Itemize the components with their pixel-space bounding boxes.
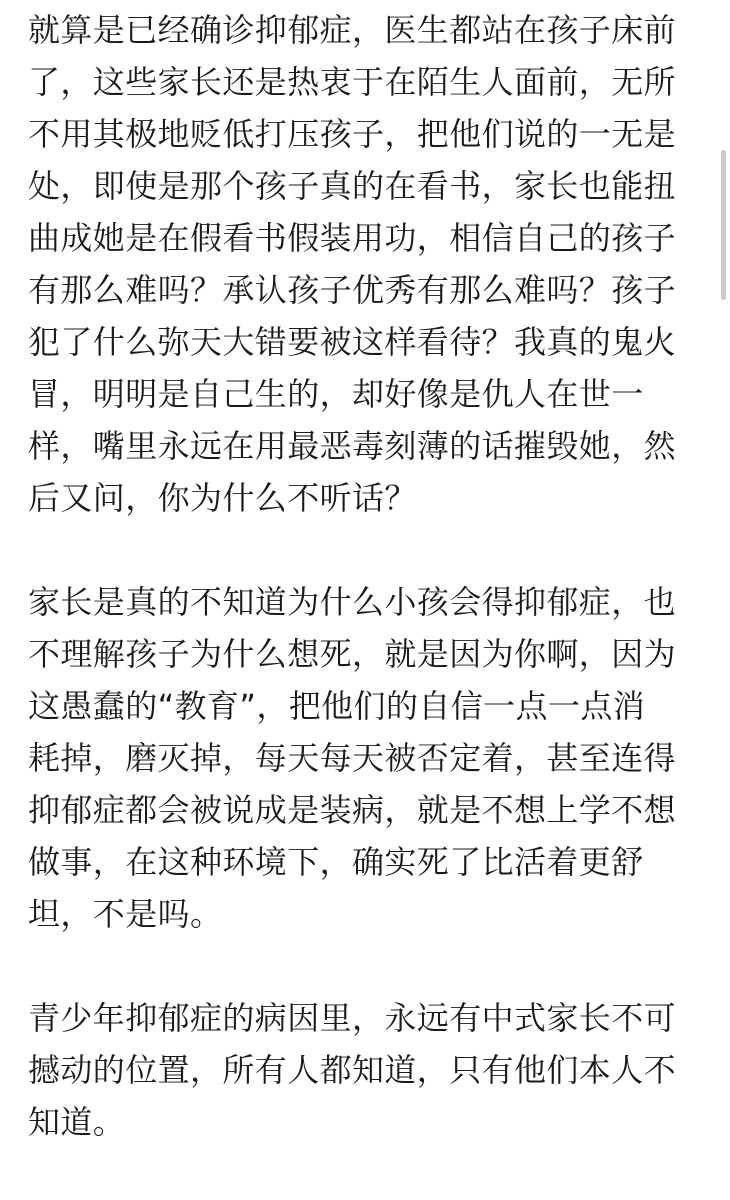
text-line: 青少年抑郁症的病因里，永远有中式家长不可 [28, 999, 677, 1037]
text-line: 知道。 [28, 1103, 126, 1141]
text-line: 耗掉，磨灭掉，每天每天被否定着，甚至连得 [28, 739, 677, 777]
paragraph-1 [28, 4, 704, 524]
text-line: 就算是已经确诊抑郁症，医生都站在孩子床前 [28, 11, 677, 49]
text-line: 后又问，你为什么不听话？ [28, 479, 417, 517]
text-line: 了，这些家长还是热衷于在陌生人面前，无所 [28, 63, 677, 101]
text-line: 不理解孩子为什么想死，就是因为你啊，因为 [28, 635, 677, 673]
paragraph-3 [28, 992, 704, 1148]
text-line: 撼动的位置，所有人都知道，只有他们本人不 [28, 1051, 677, 1089]
text-line: 这愚蠢的“教育”，把他们的自信一点一点消 [28, 687, 646, 725]
text-line: 抑郁症都会被说成是装病，就是不想上学不想 [28, 791, 677, 829]
text-line: 有那么难吗？承认孩子优秀有那么难吗？孩子 [28, 271, 677, 309]
text-line: 家长是真的不知道为什么小孩会得抑郁症，也 [28, 583, 677, 621]
text-line: 犯了什么弥天大错要被这样看待？我真的鬼火 [28, 323, 677, 361]
article-body [28, 4, 704, 1200]
paragraph-2 [28, 576, 704, 940]
text-line: 不用其极地贬低打压孩子，把他们说的一无是 [28, 115, 677, 153]
scrollbar-thumb[interactable] [721, 150, 726, 300]
text-line: 坦，不是吗。 [28, 895, 223, 933]
text-line: 处，即使是那个孩子真的在看书，家长也能扭 [28, 167, 677, 205]
text-line: 做事，在这种环境下，确实死了比活着更舒 [28, 843, 644, 881]
text-line: 曲成她是在假看书假装用功，相信自己的孩子 [28, 219, 677, 257]
text-line: 样，嘴里永远在用最恶毒刻薄的话摧毁她，然 [28, 427, 677, 465]
text-line: 冒，明明是自己生的，却好像是仇人在世一 [28, 375, 644, 413]
